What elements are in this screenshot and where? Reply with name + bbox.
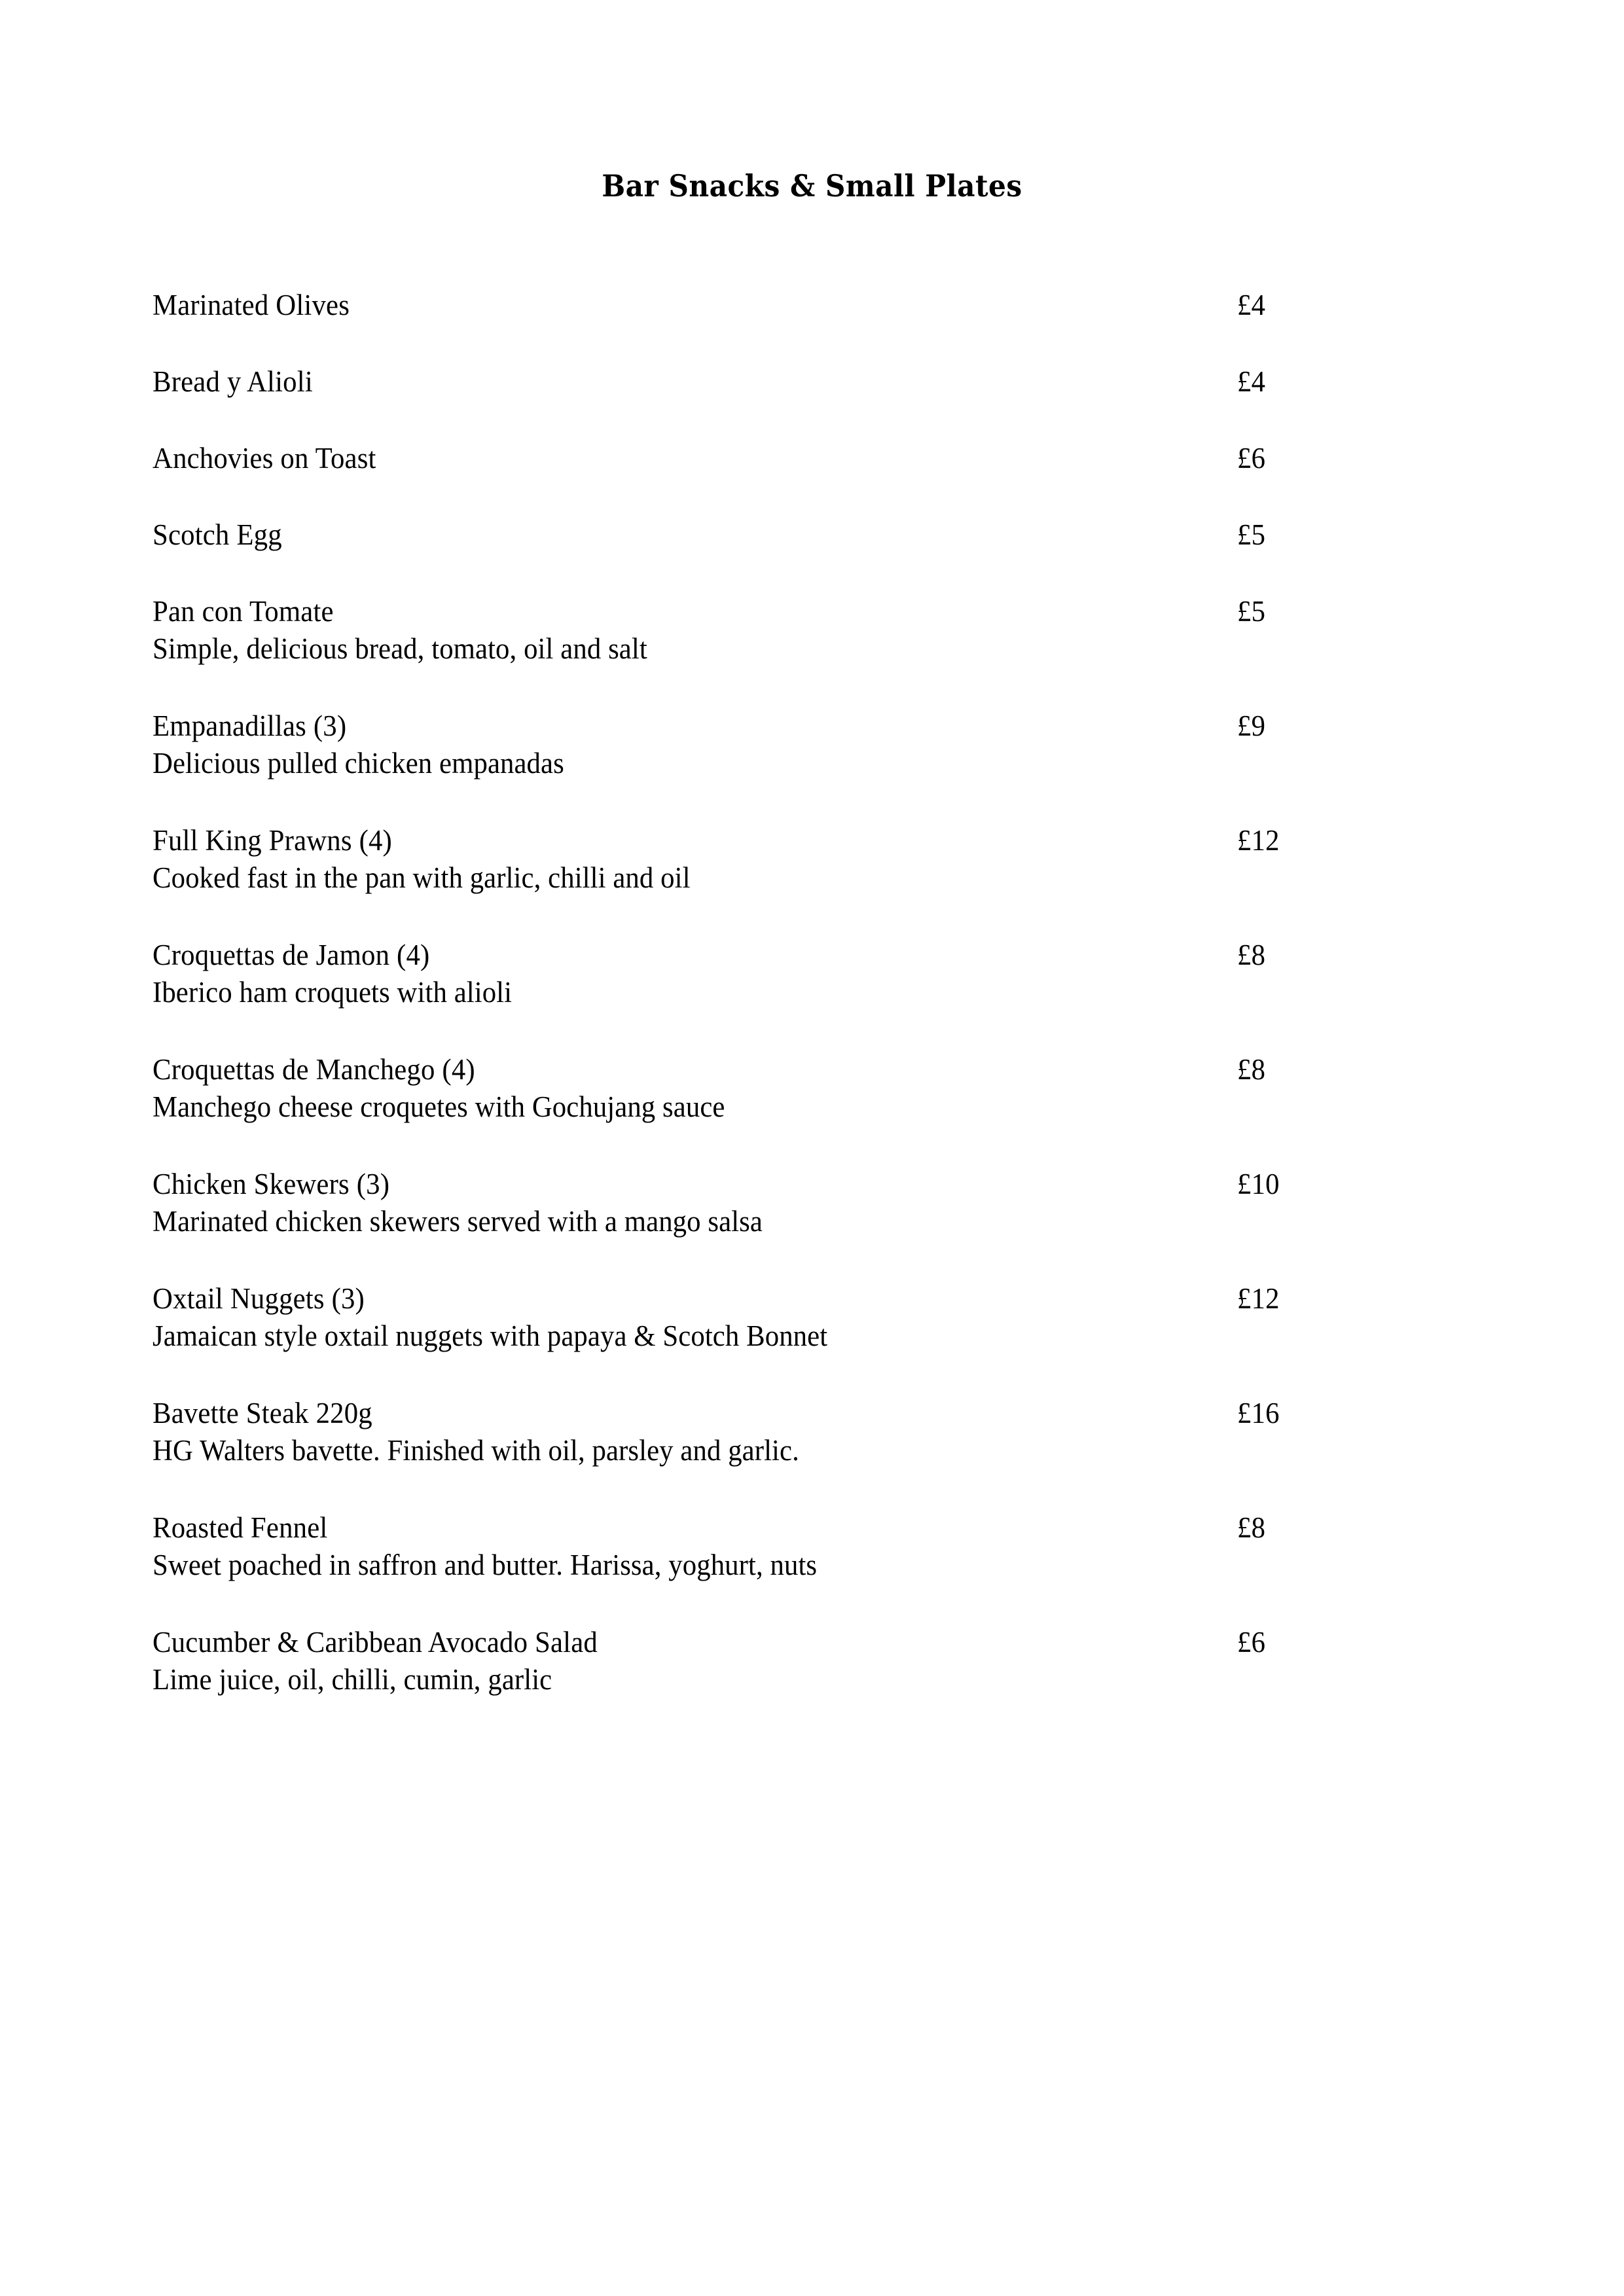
menu-item-row <box>153 1624 1481 1660</box>
menu-item <box>153 440 1481 476</box>
menu-item-row <box>153 822 1481 859</box>
menu-item <box>153 937 1481 1011</box>
menu-item-price: £10 <box>1237 1168 1280 1200</box>
menu-item-name: Cucumber & Caribbean Avocado Salad <box>153 1626 598 1659</box>
menu-item-price: £4 <box>1237 365 1266 398</box>
menu-item-row <box>153 593 1481 630</box>
menu-item-price: £9 <box>1237 709 1266 742</box>
menu-item <box>153 1166 1481 1240</box>
menu-item-description: Lime juice, oil, chilli, cumin, garlic <box>153 1663 552 1696</box>
page-title: Bar Snacks & Small Plates <box>602 168 1022 204</box>
menu-item-price: £6 <box>1237 1626 1266 1659</box>
menu-item <box>153 516 1481 553</box>
menu-item <box>153 1051 1481 1126</box>
menu-item-name: Bavette Steak 220g <box>153 1397 372 1429</box>
menu-item-description: Manchego cheese croquetes with Gochujang sauce <box>153 1090 725 1123</box>
menu-item <box>153 593 1481 668</box>
menu-item-row <box>153 516 1481 553</box>
menu-item-row <box>153 1166 1481 1202</box>
menu-item-row <box>153 287 1481 323</box>
menu-item <box>153 1280 1481 1355</box>
menu-item-name: Bread y Alioli <box>153 365 313 398</box>
menu-item-price: £12 <box>1237 1282 1280 1315</box>
menu-item <box>153 1509 1481 1584</box>
menu-item-price: £16 <box>1237 1397 1280 1429</box>
menu-item-name: Croquettas de Jamon (4) <box>153 939 430 971</box>
menu-item-row <box>153 1280 1481 1317</box>
menu-item-price: £6 <box>1237 442 1266 475</box>
menu-item-price: £5 <box>1237 518 1266 551</box>
menu-item-list <box>153 287 1481 1698</box>
menu-item-description: HG Walters bavette. Finished with oil, parsley and garlic. <box>153 1434 799 1467</box>
menu-item-name: Croquettas de Manchego (4) <box>153 1053 475 1086</box>
menu-item-description: Delicious pulled chicken empanadas <box>153 747 564 780</box>
menu-item <box>153 1395 1481 1469</box>
menu-item-description: Jamaican style oxtail nuggets with papaya & Scotch Bonnet <box>153 1319 828 1352</box>
menu-item-row <box>153 363 1481 400</box>
menu-item-description: Sweet poached in saffron and butter. Harissa, yoghurt, nuts <box>153 1549 818 1581</box>
menu-item <box>153 287 1481 323</box>
menu-item-description: Marinated chicken skewers served with a mango salsa <box>153 1205 763 1238</box>
menu-item-description: Cooked fast in the pan with garlic, chilli and oil <box>153 861 691 894</box>
menu-item-name: Roasted Fennel <box>153 1511 328 1544</box>
menu-item-name: Empanadillas (3) <box>153 709 347 742</box>
menu-item <box>153 708 1481 782</box>
menu-item-row <box>153 1395 1481 1431</box>
menu-item <box>153 822 1481 897</box>
menu-item-price: £8 <box>1237 1511 1266 1544</box>
menu-item-name: Full King Prawns (4) <box>153 824 392 857</box>
menu-item-price: £12 <box>1237 824 1280 857</box>
menu-item-row <box>153 937 1481 973</box>
menu-item-description: Iberico ham croquets with alioli <box>153 976 513 1009</box>
menu-item-price: £8 <box>1237 1053 1266 1086</box>
menu-item-name: Scotch Egg <box>153 518 282 551</box>
menu-item-name: Oxtail Nuggets (3) <box>153 1282 365 1315</box>
menu-item-row <box>153 440 1481 476</box>
menu-item <box>153 1624 1481 1698</box>
menu-item-price: £5 <box>1237 595 1266 628</box>
menu-item-name: Chicken Skewers (3) <box>153 1168 390 1200</box>
menu-item-row <box>153 1051 1481 1088</box>
menu-item-name: Anchovies on Toast <box>153 442 376 475</box>
menu-item-row <box>153 1509 1481 1546</box>
menu-item-row <box>153 708 1481 744</box>
menu-item-price: £4 <box>1237 289 1266 321</box>
menu-item <box>153 363 1481 400</box>
menu-item-description: Simple, delicious bread, tomato, oil and salt <box>153 632 647 665</box>
menu-item-name: Pan con Tomate <box>153 595 334 628</box>
menu-item-price: £8 <box>1237 939 1266 971</box>
menu-item-name: Marinated Olives <box>153 289 350 321</box>
